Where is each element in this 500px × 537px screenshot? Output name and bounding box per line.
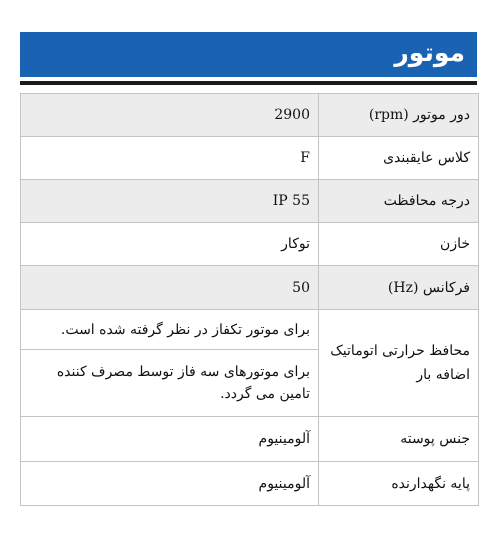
spec-label-capacitor: خازن [319, 223, 479, 266]
table-row [21, 462, 479, 506]
header-divider [20, 81, 477, 85]
spec-value-capacitor: توکار [21, 223, 319, 266]
table-row [21, 223, 479, 266]
base-label: پایه نگهدارنده [319, 462, 479, 506]
section-title: موتور [394, 38, 465, 67]
spec-label-insulation: کلاس عایقبندی [319, 137, 479, 180]
base-value: آلومینیوم [21, 462, 319, 506]
table-row [21, 180, 479, 223]
spec-label-rpm: دور موتور (rpm) [319, 94, 479, 137]
body-material-value: آلومینیوم [21, 417, 319, 462]
table-row [21, 137, 479, 180]
table-row [21, 94, 479, 137]
thermal-value-three-phase: برای موتورهای سه فاز توسط مصرف کننده تامین می گردد. [21, 350, 319, 417]
spec-value-frequency: 50 [21, 266, 319, 310]
spec-label-frequency: فرکانس (Hz) [319, 266, 479, 310]
spec-label-protection: درجه محافظت [319, 180, 479, 223]
table-row [21, 310, 479, 350]
thermal-value-single-phase: برای موتور تکفاز در نظر گرفته شده است. [21, 310, 319, 350]
section-header [20, 32, 477, 77]
spec-value-rpm: 2900 [21, 94, 319, 137]
thermal-label: محافظ حرارتی اتوماتیک اضافه بار [319, 310, 479, 417]
table-row [21, 417, 479, 462]
body-material-label: جنس پوسته [319, 417, 479, 462]
spec-table [20, 93, 479, 506]
spec-value-protection: IP 55 [21, 180, 319, 223]
table-row [21, 266, 479, 310]
spec-value-insulation: F [21, 137, 319, 180]
